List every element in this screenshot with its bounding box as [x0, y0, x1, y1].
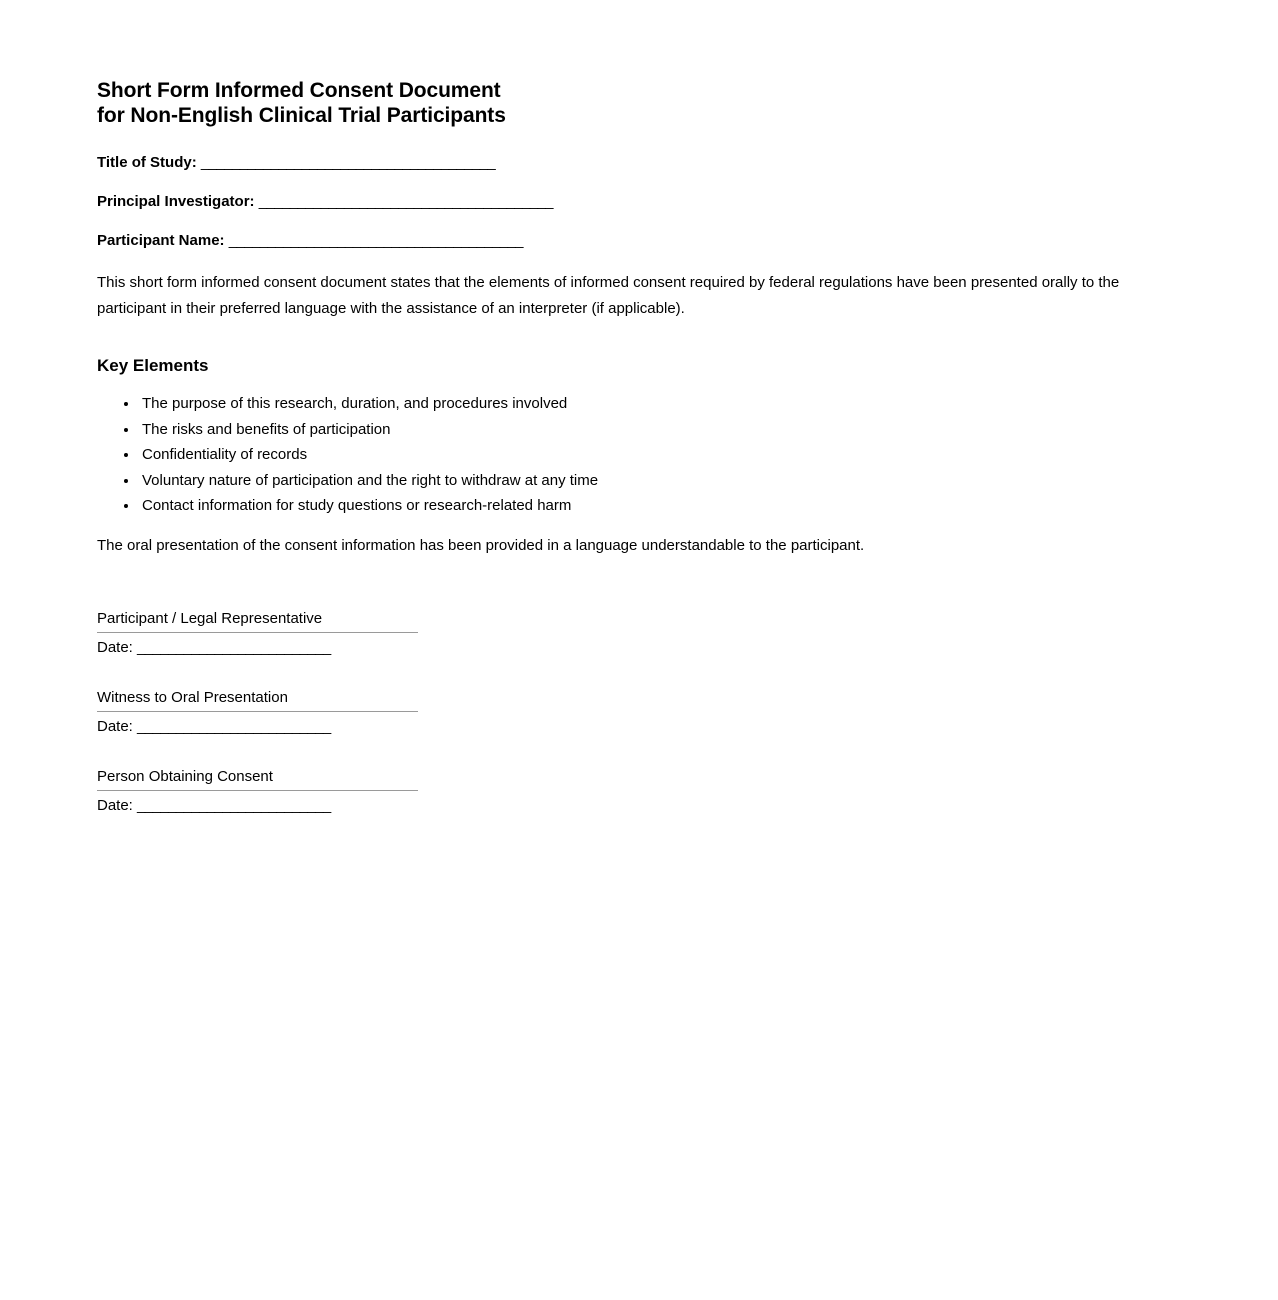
signature-date-row-person-obtaining-consent — [97, 793, 1180, 818]
date-label: Date: — [97, 718, 133, 735]
participant-name-label: Participant Name: — [97, 232, 225, 249]
page-title — [97, 78, 1180, 128]
date-input-witness[interactable]: _________________________ — [137, 718, 331, 735]
title-of-study-input[interactable]: ______________________________________ — [200, 154, 496, 171]
date-input-participant[interactable]: _________________________ — [137, 639, 331, 656]
list-item: • Contact information for study questions or research-related harm — [139, 493, 1180, 519]
form-row-participant-name — [97, 231, 1180, 251]
key-elements-list — [97, 391, 1180, 519]
signature-line-person-obtaining-consent[interactable]: Person Obtaining Consent — [97, 766, 418, 791]
title-of-study-label: Title of Study: — [97, 154, 197, 171]
signature-date-row-participant — [97, 635, 1180, 660]
date-label: Date: — [97, 639, 133, 656]
form-row-principal-investigator — [97, 192, 1180, 212]
closing-paragraph: The oral presentation of the consent information has been provided in a language understandable to the participant. — [97, 536, 865, 554]
form-row-title-of-study — [97, 153, 1180, 173]
signature-block-person-obtaining-consent — [97, 766, 1180, 818]
date-label: Date: — [97, 797, 133, 814]
signature-line-witness[interactable]: Witness to Oral Presentation — [97, 687, 418, 712]
signature-block-witness — [97, 687, 1180, 739]
list-item: • Voluntary nature of participation and the right to withdraw at any time — [139, 468, 1180, 494]
date-input-person-obtaining-consent[interactable]: _________________________ — [137, 797, 331, 814]
intro-paragraph: This short form informed consent document states that the elements of informed consent required by federal regulations have been presented orally to the participant in their preferred language with the assistance of an interpreter (if applicable). — [97, 274, 1120, 317]
signature-date-row-witness — [97, 714, 1180, 739]
key-elements-heading: Key Elements — [97, 356, 209, 375]
list-item: • The risks and benefits of participation — [139, 417, 1180, 443]
page-title-line-1: Short Form Informed Consent Document — [97, 79, 501, 102]
list-item: • The purpose of this research, duration, and procedures involved — [139, 391, 1180, 417]
principal-investigator-label: Principal Investigator: — [97, 193, 255, 210]
participant-name-input[interactable]: ______________________________________ — [228, 232, 523, 249]
signature-blocks — [97, 608, 1180, 818]
page-title-line-2: for Non-English Clinical Trial Participants — [97, 104, 506, 127]
list-item: • Confidentiality of records — [139, 442, 1180, 468]
signature-line-participant[interactable]: Participant / Legal Representative — [97, 608, 418, 633]
form-fields-group — [97, 153, 1180, 251]
signature-block-participant — [97, 608, 1180, 660]
principal-investigator-input[interactable]: ______________________________________ — [258, 193, 553, 210]
